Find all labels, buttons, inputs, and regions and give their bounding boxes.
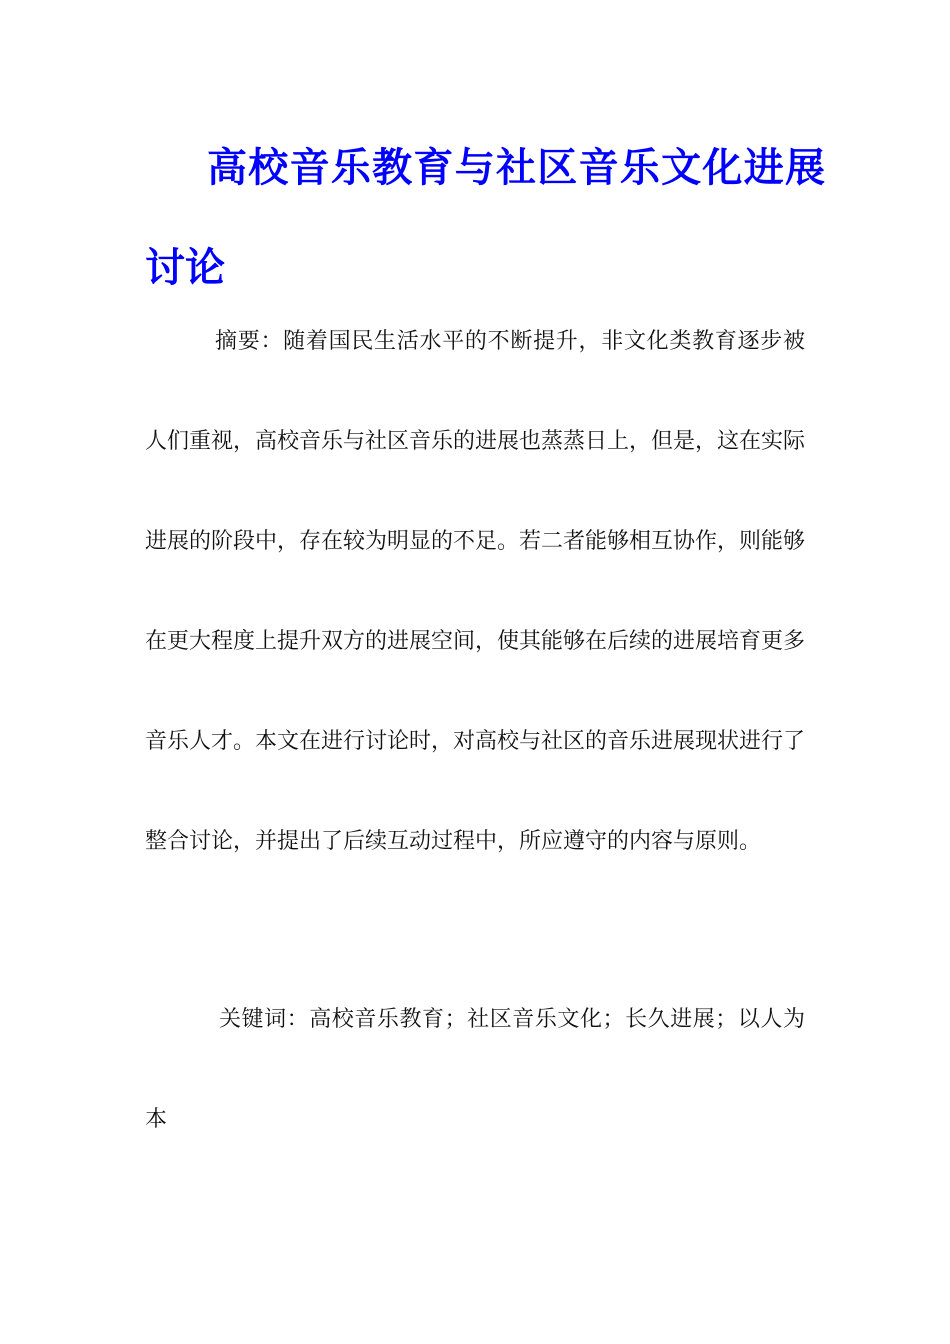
keywords-paragraph: 关键词：高校音乐教育；社区音乐文化；长久进展；以人为本 (145, 1007, 805, 1132)
document-title: 高校音乐教育与社区音乐文化进展讨论 (145, 144, 825, 291)
abstract-paragraph: 摘要：随着国民生活水平的不断提升，非文化类教育逐步被人们重视，高校音乐与社区音乐的进展也蒸蒸日上，但是，这在实际进展的阶段中，存在较为明显的不足。若二者能够相互协作，则能够在更大程度上提升双方的进展空间，使其能够在后续的进展培育更多音乐人才。本文在进行讨论时，对高校与社区的音乐进展现状进行了整合讨论，并提出了后续互动过程中，所应遵守的内容与原则。 (145, 329, 806, 854)
